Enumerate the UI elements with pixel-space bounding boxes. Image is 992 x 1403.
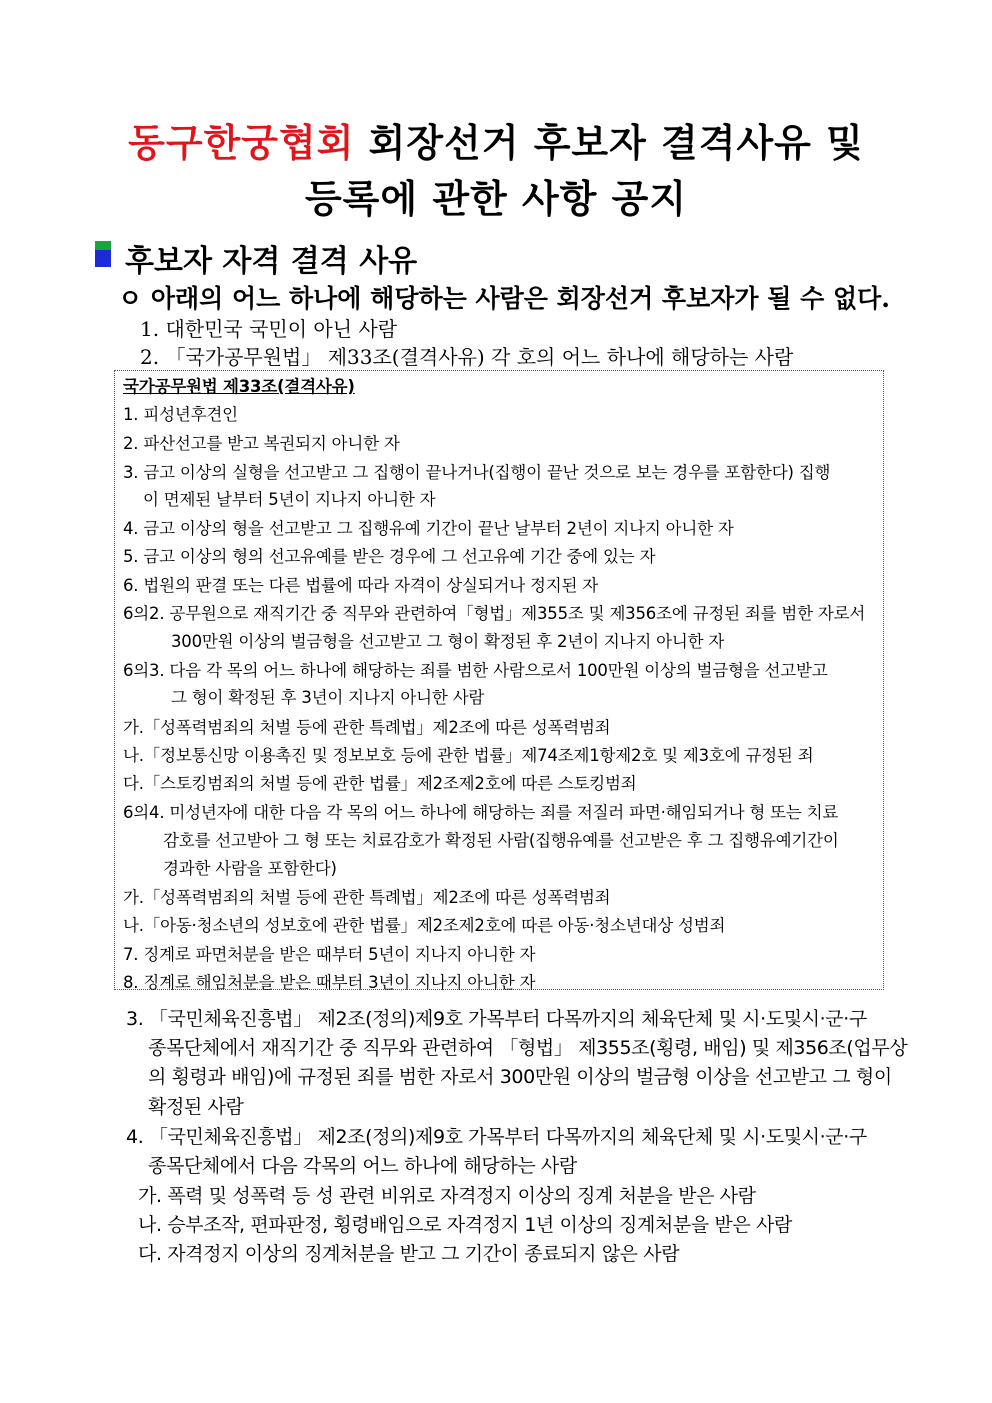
law-line: 3. 금고 이상의 실형을 선고받고 그 집행이 끝나거나(집행이 끝난 것으로 보는 경우를 포함한다) 집행 bbox=[123, 463, 831, 482]
law-line: 나.「정보통신망 이용촉진 및 정보보호 등에 관한 법률」제74조제1항제2호 및 제3호에 규정된 죄 bbox=[123, 746, 814, 765]
item-4-subitem: 나. 승부조작, 편파판정, 횡령배임으로 자격정지 1년 이상의 징계처분을 받은 사람 bbox=[138, 1214, 792, 1236]
law-line: 그 형이 확정된 후 3년이 지나지 아니한 사람 bbox=[171, 688, 485, 707]
law-line: 8. 징계로 해임처분을 받은 때부터 3년이 지나지 아니한 자 bbox=[123, 973, 536, 992]
law-line: 경과한 사람을 포함한다) bbox=[163, 859, 337, 878]
law-line: 300만원 이상의 벌금형을 선고받고 그 형이 확정된 후 2년이 지나지 아니한 자 bbox=[171, 632, 725, 651]
item-3-line: 종목단체에서 재직기간 중 직무와 관련하여 「형법」 제355조(횡령, 배임) 및 제356조(업무상 bbox=[148, 1037, 908, 1059]
law-line: 2. 파산선고를 받고 복권되지 아니한 자 bbox=[123, 434, 400, 453]
law-line: 7. 징계로 파면처분을 받은 때부터 5년이 지나지 아니한 자 bbox=[123, 945, 536, 964]
law-line: 가.「성폭력범죄의 처벌 등에 관한 특례법」제2조에 따른 성폭력범죄 bbox=[123, 888, 611, 907]
law-line: 5. 금고 이상의 형의 선고유예를 받은 경우에 그 선고유예 기간 중에 있는 자 bbox=[123, 547, 656, 566]
law-line: 1. 피성년후견인 bbox=[123, 405, 238, 424]
item-4-line: 4. 「국민체육진흥법」 제2조(정의)제9호 가목부터 다목까지의 체육단체 및 시·도및시·군·구 bbox=[126, 1126, 867, 1148]
law-line: 감호를 선고받아 그 형 또는 치료감호가 확정된 사람(집행유예를 선고받은 후 그 집행유예기간이 bbox=[163, 831, 839, 850]
notice-title-line2: 등록에 관한 사항 공지 bbox=[304, 177, 688, 221]
law-line: 6의4. 미성년자에 대한 다음 각 목의 어느 하나에 해당하는 죄를 저질러 파면·해임되거나 형 또는 치료 bbox=[123, 803, 839, 822]
law-excerpt-heading: 국가공무원법 제33조(결격사유) bbox=[123, 377, 355, 396]
org-name: 동구한궁협회 bbox=[128, 121, 355, 165]
law-line: 나.「아동·청소년의 성보호에 관한 법률」제2조제2호에 따른 아동·청소년대상 성범죄 bbox=[123, 916, 726, 935]
law-line: 가.「성폭력범죄의 처벌 등에 관한 특례법」제2조에 따른 성폭력범죄 bbox=[123, 718, 611, 737]
law-line: 6의2. 공무원으로 재직기간 중 직무와 관련하여「형법」제355조 및 제356조에 규정된 죄를 범한 자로서 bbox=[123, 604, 866, 623]
section-heading-label: 후보자 자격 결격 사유 bbox=[125, 244, 418, 279]
lead-statement: ㅇ 아래의 어느 하나에 해당하는 사람은 회장선거 후보자가 될 수 없다. bbox=[118, 284, 890, 313]
item-4-line: 종목단체에서 다음 각목의 어느 하나에 해당하는 사람 bbox=[148, 1155, 577, 1177]
notice-title-line1 bbox=[0, 112, 992, 167]
law-line: 6. 법원의 판결 또는 다른 법률에 따라 자격이 상실되거나 정지된 자 bbox=[123, 576, 599, 595]
law-excerpt-box bbox=[114, 370, 884, 990]
item-4-subitem: 다. 자격정지 이상의 징계처분을 받고 그 기간이 종료되지 않은 사람 bbox=[138, 1243, 680, 1265]
item-1: 1. 대한민국 국민이 아닌 사람 bbox=[140, 317, 398, 341]
section-marker-icon bbox=[95, 241, 111, 267]
item-2: 2. 「국가공무원법」 제33조(결격사유) 각 호의 어느 하나에 해당하는 사람 bbox=[140, 345, 794, 369]
item-4-subitem: 가. 폭력 및 성폭력 등 성 관련 비위로 자격정지 이상의 징계 처분을 받은 사람 bbox=[138, 1185, 756, 1207]
law-line: 이 면제된 날부터 5년이 지나지 아니한 자 bbox=[143, 490, 436, 509]
item-3-line: 3. 「국민체육진흥법」 제2조(정의)제9호 가목부터 다목까지의 체육단체 및 시·도및시·군·구 bbox=[126, 1008, 867, 1030]
item-3-line: 확정된 사람 bbox=[148, 1096, 244, 1118]
law-line: 6의3. 다음 각 목의 어느 하나에 해당하는 죄를 범한 사람으로서 100만원 이상의 벌금형을 선고받고 bbox=[123, 661, 828, 680]
law-line: 4. 금고 이상의 형을 선고받고 그 집행유예 기간이 끝난 날부터 2년이 지나지 아니한 자 bbox=[123, 519, 734, 538]
title-rest: 회장선거 후보자 결격사유 및 bbox=[354, 121, 864, 165]
law-line: 다.「스토킹범죄의 처벌 등에 관한 법률」제2조제2호에 따른 스토킹범죄 bbox=[123, 774, 637, 793]
item-3-line: 의 횡령과 배임)에 규정된 죄를 범한 자로서 300만원 이상의 벌금형 이상을 선고받고 그 형이 bbox=[148, 1066, 892, 1088]
